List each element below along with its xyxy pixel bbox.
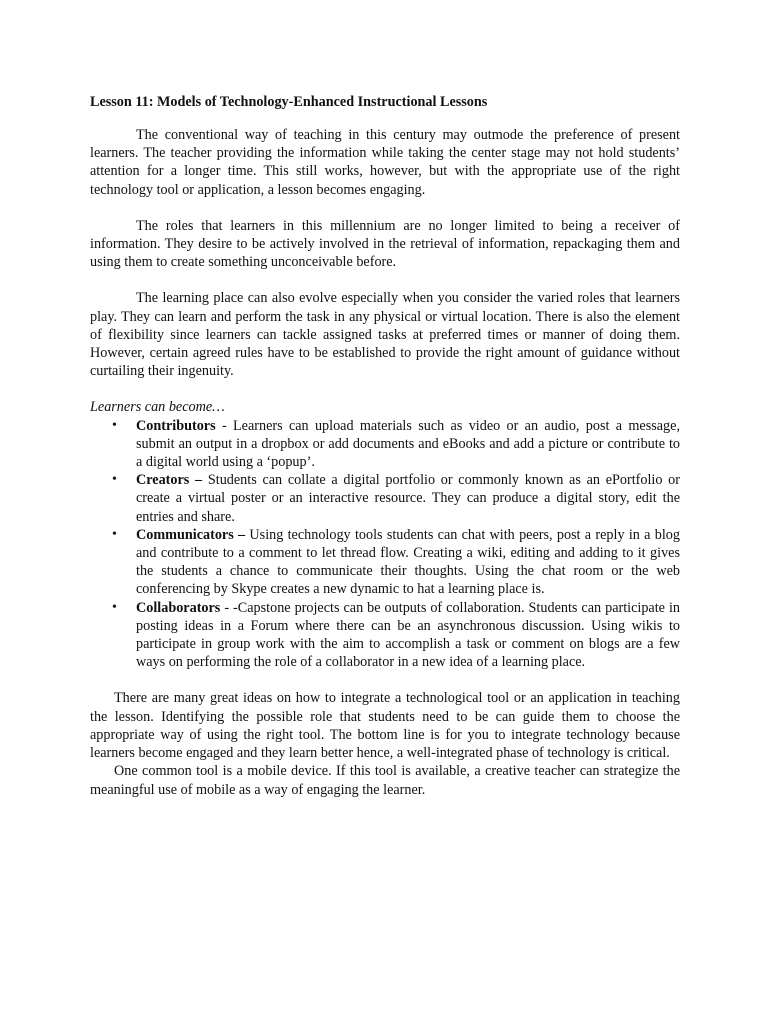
paragraph-mobile-device: One common tool is a mobile device. If this tool is available, a creative teacher can strategize the meaningful use of mobile as a way of engaging the learner. — [90, 763, 680, 798]
paragraph-conventional-teaching: The conventional way of teaching in this century may outmode the preference of present learners. The teacher providing the information while taking the center stage may not hold students’ attention for a longer time. This still works, however, but with the appropriate use of the right technology tool or application, a lesson becomes engaging. — [90, 127, 680, 198]
paragraph-learning-place: The learning place can also evolve especially when you consider the varied roles that learners play. They can learn and perform the task in any physical or virtual location. There is also the element of flexibility since learners can tackle assigned tasks at preferred times or manner of doing them. However, certain agreed rules have to be established to provide the right amount of guidance without curtailing their ingenuity. — [90, 290, 680, 380]
bullet-icon: • — [112, 526, 117, 542]
list-item-creators — [90, 471, 680, 526]
role-term: Communicators – — [136, 526, 246, 543]
paragraph-learner-roles: The roles that learners in this millennium are no longer limited to being a receiver of information. They desire to be actively involved in the retrieval of information, repackaging them and using them to create something unconceivable before. — [90, 217, 680, 271]
role-term: Contributors — [136, 417, 216, 434]
role-description: - Learners can upload materials such as video or an audio, post a message, submit an output in a dropbox or add documents and eBooks and add a picture or contribute to a digital world using a ‘popup’. — [136, 417, 680, 471]
role-term: Creators – — [136, 472, 203, 489]
lesson-title: Lesson 11: Models of Technology-Enhanced Instructional Lessons — [90, 94, 488, 110]
role-description: Using technology tools students can chat with peers, post a reply in a blog and contribute to a comment to let thread flow. Creating a wiki, editing and adding to it gives the students a chance to communicate their thoughts. Using the chat room or the web conferencing by Skype creates a new dynamic to hat a learning place is. — [136, 526, 680, 598]
role-description: - -Capstone projects can be outputs of collaboration. Students can participate in posting ideas in a Forum where there can be an asynchronous discussion. Using wikis to participate in group work with the aim to accomplish a task or comment on blogs are a few ways on performing the role of a collaborator in a new idea of a learning place. — [136, 599, 680, 671]
list-item-communicators — [90, 526, 680, 599]
bullet-icon: • — [112, 417, 117, 433]
list-intro: Learners can become… — [90, 399, 225, 416]
list-item-collaborators — [90, 599, 680, 672]
list-item-contributors — [90, 417, 680, 472]
paragraph-integration-ideas: There are many great ideas on how to integrate a technological tool or an application in teaching the lesson. Identifying the possible role that students need to be can guide them to choose the appropriate way of using the right tool. The bottom line is for you to integrate technology because learners become engaged and they learn better hence, a well-integrated phase of technology is critical. — [90, 690, 680, 762]
bullet-icon: • — [112, 472, 117, 488]
role-description: Students can collate a digital portfolio or commonly known as an ePortfolio or create a virtual poster or an interactive resource. They can produce a digital story, edit the entries and share. — [136, 472, 680, 525]
bullet-icon: • — [112, 599, 117, 615]
roles-list — [90, 417, 680, 672]
role-term: Collaborators — [136, 599, 221, 616]
